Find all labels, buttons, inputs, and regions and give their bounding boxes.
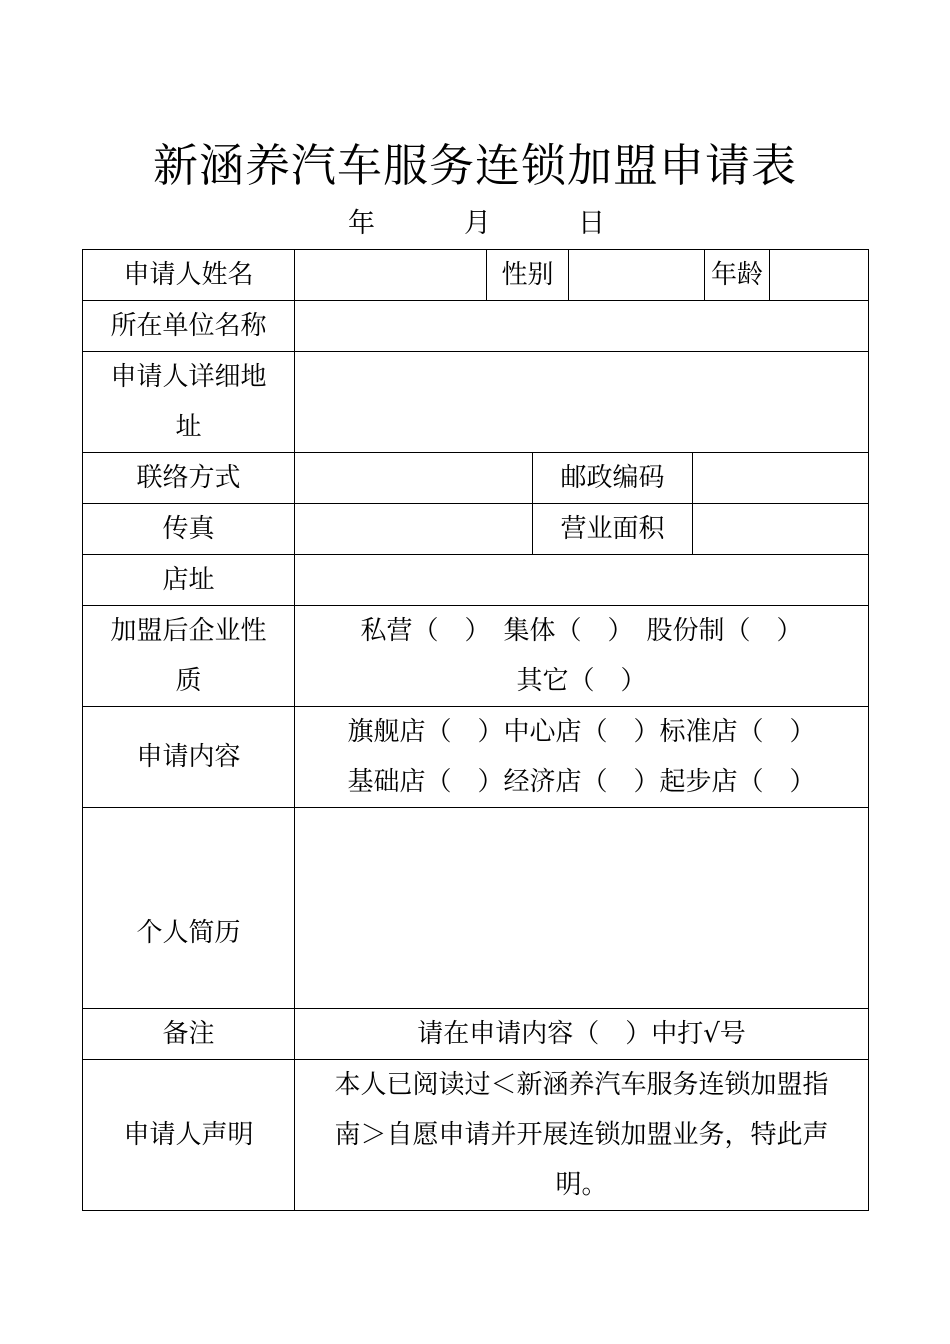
content-options-line1: 旗舰店（ ）中心店（ ）标准店（ ）: [347, 717, 816, 747]
resume-label: 个人简历: [83, 808, 295, 1009]
row-remarks: [83, 1009, 869, 1060]
nature-options[interactable]: [295, 606, 869, 707]
applicant-name-label: 申请人姓名: [83, 250, 295, 301]
shop-address-field[interactable]: [295, 555, 869, 606]
gender-label: 性别: [487, 250, 569, 301]
contact-field[interactable]: [295, 453, 533, 504]
remarks-label: 备注: [83, 1009, 295, 1060]
row-applicant: [83, 250, 869, 301]
company-label: 所在单位名称: [83, 301, 295, 352]
declaration-line3: 明。: [555, 1170, 608, 1200]
fax-label: 传真: [83, 504, 295, 555]
row-shop-address: [83, 555, 869, 606]
date-year-label: 年: [348, 208, 375, 239]
address-label: 申请人详细地址: [83, 352, 295, 453]
gender-field[interactable]: [569, 250, 705, 301]
application-form-table: [82, 249, 869, 1211]
area-label: 营业面积: [533, 504, 693, 555]
date-month-label: 月: [464, 208, 491, 239]
declaration-line1: 本人已阅读过＜新涵养汽车服务连锁加盟指: [334, 1070, 829, 1100]
nature-options-line1: 私营（ ） 集体（ ） 股份制（ ）: [360, 616, 803, 646]
row-nature: [83, 606, 869, 707]
row-contact: [83, 453, 869, 504]
contact-label: 联络方式: [83, 453, 295, 504]
declaration-text: [295, 1060, 869, 1211]
row-address: [83, 352, 869, 453]
applicant-name-field[interactable]: [295, 250, 487, 301]
area-field[interactable]: [693, 504, 869, 555]
date-day-label: 日: [578, 208, 605, 239]
postcode-field[interactable]: [693, 453, 869, 504]
resume-field[interactable]: [295, 808, 869, 1009]
row-fax: [83, 504, 869, 555]
row-company: [83, 301, 869, 352]
form-title: 新涵养汽车服务连锁加盟申请表: [152, 139, 797, 192]
shop-address-label: 店址: [83, 555, 295, 606]
remarks-text: 请在申请内容（ ）中打√号: [295, 1009, 869, 1060]
fax-field[interactable]: [295, 504, 533, 555]
nature-label: 加盟后企业性质: [83, 606, 295, 707]
age-label: 年龄: [705, 250, 770, 301]
nature-options-line2: 其它（ ）: [516, 666, 647, 696]
content-label: 申请内容: [83, 707, 295, 808]
declaration-line2: 南＞自愿申请并开展连锁加盟业务，特此声: [334, 1120, 829, 1150]
row-declaration: [83, 1060, 869, 1211]
declaration-label: 申请人声明: [83, 1060, 295, 1211]
row-content: [83, 707, 869, 808]
date-line: [0, 206, 950, 242]
content-options-line2: 基础店（ ）经济店（ ）起步店（ ）: [347, 767, 816, 797]
row-resume: [83, 808, 869, 1009]
content-options[interactable]: [295, 707, 869, 808]
address-field[interactable]: [295, 352, 869, 453]
company-field[interactable]: [295, 301, 869, 352]
postcode-label: 邮政编码: [533, 453, 693, 504]
age-field[interactable]: [770, 250, 869, 301]
